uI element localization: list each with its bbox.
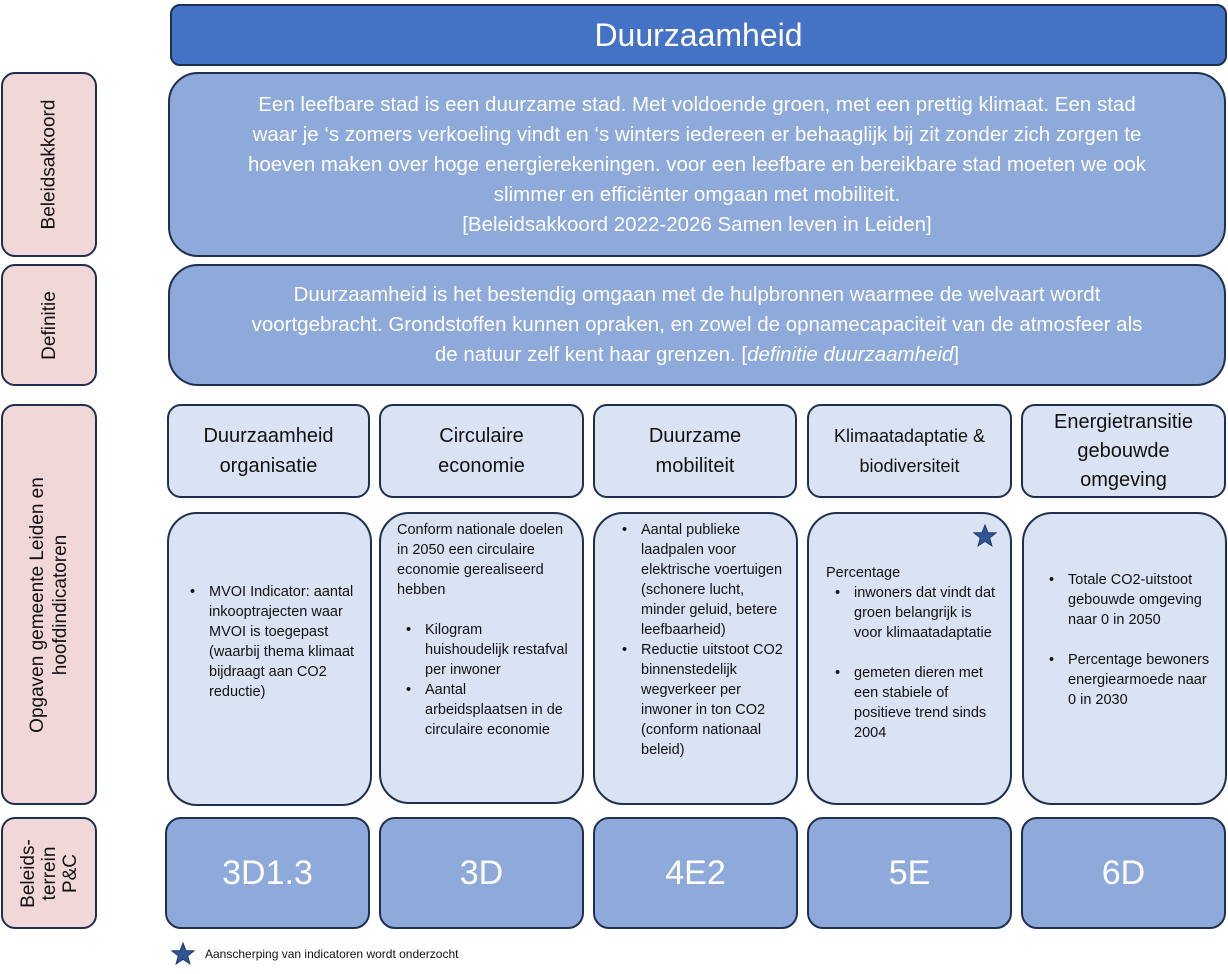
code-6d xyxy=(1021,817,1226,929)
row-label-terrein-line2: terrein xyxy=(38,846,60,900)
row-label-definitie-text: Definitie xyxy=(38,290,60,360)
code-4e2 xyxy=(593,817,798,929)
category-line: Circulaire xyxy=(439,425,524,447)
row-label-beleidsakkoord-text: Beleidsakkoord xyxy=(38,99,60,230)
row-label-beleidsterrein xyxy=(1,817,97,929)
indicator-item: • MVOI Indicator: aantal inkooptrajecten waar MVOI is toegepast (waarbij thema klimaat bijdraagt aan CO2 reductie) xyxy=(181,582,358,702)
row-label-opgaven-line1: Opgaven gemeente Leiden en xyxy=(27,476,48,733)
indicators-klimaat xyxy=(807,512,1012,805)
indicator-item: • Aantal arbeidsplaatsen in de circulaire economie xyxy=(397,680,570,740)
category-line: biodiversiteit xyxy=(859,456,960,476)
indicator-item: • inwoners dat vindt dat groen belangrijk is voor klimaatadaptatie xyxy=(826,583,998,643)
category-duurzame-mobiliteit xyxy=(593,404,797,498)
beleidsakkoord-line3: hoeven maken over hoge energierekeningen. voor een leefbare en bereikbare stad moeten we ook xyxy=(247,152,1147,176)
indicator-item: • Totale CO2-uitstoot gebouwde omgeving naar 0 in 2050 xyxy=(1040,570,1213,630)
definitie-line3-start: de natuur zelf kent haar grenzen. [ xyxy=(434,343,748,366)
page-title xyxy=(170,4,1227,66)
category-line: gebouwde xyxy=(1077,439,1170,462)
indicator-item: • Aantal publieke laadpalen voor elektrische voertuigen (schonere lucht, minder geluid, betere leefbaarheid) xyxy=(613,520,784,640)
indicator-item: • Reductie uitstoot CO2 binnenstedelijk wegverkeer per inwoner in ton CO2 (conform nationaal beleid) xyxy=(613,640,784,760)
category-line: Energietransitie xyxy=(1054,410,1193,433)
code-3d xyxy=(379,817,584,929)
category-energietransitie xyxy=(1021,404,1226,498)
indicators-mobiliteit xyxy=(593,512,798,805)
category-line: Duurzaamheid xyxy=(203,425,334,447)
code-text: 4E2 xyxy=(665,853,726,892)
row-label-terrein-line1: Beleids- xyxy=(17,838,39,908)
indicator-intro: Conform nationale doelen in 2050 een circulaire economie gerealiseerd hebben xyxy=(397,522,564,598)
indicator-item: • Kilogram huishoudelijk restafval per inwoner xyxy=(397,620,570,680)
indicators-organisatie xyxy=(167,512,372,806)
category-line: omgeving xyxy=(1080,468,1167,491)
beleidsakkoord-box xyxy=(168,72,1226,257)
row-label-terrein-line3: P&C xyxy=(59,853,81,893)
category-line: Duurzame xyxy=(648,425,742,447)
definitie-line3-end: ] xyxy=(953,343,960,366)
indicators-circulaire xyxy=(379,512,584,804)
star-icon xyxy=(973,524,997,548)
definitie-line3 xyxy=(252,340,1143,370)
indicator-item: • Percentage bewoners energiearmoede naar 0 in 2030 xyxy=(1040,650,1213,710)
indicator-item: • gemeten dieren met een stabiele of positieve trend sinds 2004 xyxy=(826,663,998,743)
code-text: 5E xyxy=(888,853,931,892)
row-label-opgaven xyxy=(1,404,97,805)
page-title-text: Duurzaamheid xyxy=(594,16,803,53)
indicator-intro: Percentage xyxy=(826,565,901,581)
code-text: 6D xyxy=(1101,853,1146,892)
definitie-line1: Duurzaamheid is het bestendig omgaan met de hulpbronnen waarmee de welvaart wordt xyxy=(293,283,1101,306)
definitie-line2: voortgebracht. Grondstoffen kunnen opraken, en zowel de opnamecapaciteit van de atmosfeer als xyxy=(251,313,1143,336)
category-klimaatadaptatie xyxy=(807,404,1012,498)
code-text: 3D1.3 xyxy=(222,853,313,892)
row-label-definitie xyxy=(1,264,97,386)
definitie-box xyxy=(168,264,1226,386)
category-line: Klimaatadaptatie & xyxy=(833,426,986,446)
row-label-beleidsakkoord xyxy=(1,72,97,257)
beleidsakkoord-line4: slimmer en efficiënter omgaan met mobiliteit. xyxy=(493,182,901,206)
code-5e xyxy=(807,817,1012,929)
legend-star-icon xyxy=(171,942,195,966)
category-line: organisatie xyxy=(219,455,318,477)
category-circulaire-economie xyxy=(379,404,584,498)
row-label-opgaven-line2: hoofdindicatoren xyxy=(50,534,71,675)
code-text: 3D xyxy=(459,853,504,892)
beleidsakkoord-source: [Beleidsakkoord 2022-2026 Samen leven in Leiden] xyxy=(462,212,932,236)
category-duurzaamheid-organisatie xyxy=(167,404,370,498)
beleidsakkoord-line1: Een leefbare stad is een duurzame stad. Met voldoende groen, met een prettig klimaat. Een stad xyxy=(258,92,1136,116)
definitie-link-italic: definitie duurzaamheid xyxy=(747,343,954,366)
code-3d1-3 xyxy=(165,817,370,929)
category-line: mobiliteit xyxy=(655,455,735,477)
beleidsakkoord-line2: waar je ‘s zomers verkoeling vindt en ‘s winters iedereen er behaaglijk bij zit zonder zich zorgen te xyxy=(252,122,1142,146)
indicators-energie xyxy=(1022,512,1227,805)
category-line: economie xyxy=(438,455,525,477)
legend-text: Aanscherping van indicatoren wordt onderzocht xyxy=(205,947,459,961)
